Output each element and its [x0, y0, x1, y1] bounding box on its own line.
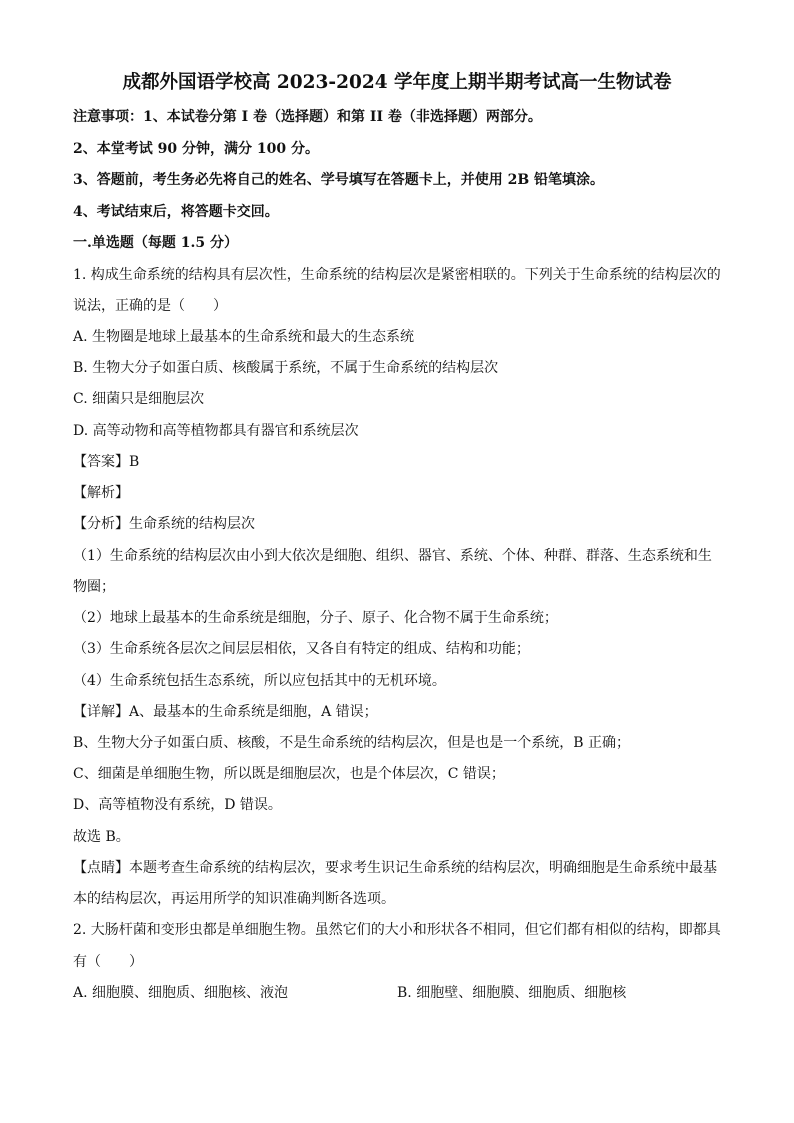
q1-answer: 【答案】B [73, 454, 140, 470]
q1-stem-line-1: 1. 构成生命系统的结构具有层次性，生命系统的结构层次是紧密相联的。下列关于生命系统的结构层次的 [73, 267, 721, 283]
q1-detail-a: 【详解】A、最基本的生命系统是细胞，A 错误； [73, 704, 378, 720]
q1-comment-line-2: 本的结构层次，再运用所学的知识准确判断各选项。 [73, 891, 395, 907]
q1-analysis-label: 【解析】 [73, 485, 129, 501]
q2-stem-line-1: 2. 大肠杆菌和变形虫都是单细胞生物。虽然它们的大小和形状各不相同，但它们都有相似的结构，即都具 [73, 922, 721, 938]
q1-choose: 故选 B。 [73, 829, 130, 845]
q1-option-a: A. 生物圈是地球上最基本的生命系统和最大的生态系统 [73, 329, 415, 345]
q1-detail-d: D、高等植物没有系统，D 错误。 [73, 797, 282, 813]
section-heading: 一.单选题（每题 1.5 分） [73, 235, 238, 251]
q1-comment-line-1: 【点睛】本题考查生命系统的结构层次，要求考生识记生命系统的结构层次，明确细胞是生命系统中最基 [73, 860, 717, 876]
q1-point-1-line-1: （1）生命系统的结构层次由小到大依次是细胞、组织、器官、系统、个体、种群、群落、生态系统和生 [73, 548, 712, 564]
page-title: 成都外国语学校高 2023-2024 学年度上期半期考试高一生物试卷 [122, 72, 672, 93]
notice-line-3: 3、答题前，考生务必先将自己的姓名、学号填写在答题卡上，并使用 2B 铅笔填涂。 [73, 172, 605, 188]
q1-option-b: B. 生物大分子如蛋白质、核酸属于系统，不属于生命系统的结构层次 [73, 360, 499, 376]
q2-option-a: A. 细胞膜、细胞质、细胞核、液泡 [73, 985, 289, 1001]
q1-point-3: （3）生命系统各层次之间层层相依，又各自有特定的组成、结构和功能； [73, 641, 530, 657]
q2-option-b: B. 细胞壁、细胞膜、细胞质、细胞核 [397, 985, 627, 1001]
notice-line-1: 注意事项：1、本试卷分第 I 卷（选择题）和第 II 卷（非选择题）两部分。 [73, 109, 542, 125]
q1-fenxi: 【分析】生命系统的结构层次 [73, 516, 255, 532]
q1-detail-b: B、生物大分子如蛋白质、核酸，不是生命系统的结构层次，但是也是一个系统，B 正确； [73, 735, 631, 751]
notice-line-2: 2、本堂考试 90 分钟，满分 100 分。 [73, 141, 319, 157]
q1-option-d: D. 高等动物和高等植物都具有器官和系统层次 [73, 423, 359, 439]
q1-detail-c: C、细菌是单细胞生物，所以既是细胞层次，也是个体层次，C 错误； [73, 766, 505, 782]
q1-point-1-line-2: 物圈； [73, 579, 115, 595]
q1-point-2: （2）地球上最基本的生命系统是细胞，分子、原子、化合物不属于生命系统； [73, 610, 558, 626]
q2-stem-line-2: 有（ ） [73, 954, 143, 970]
q1-point-4: （4）生命系统包括生态系统，所以应包括其中的无机环境。 [73, 673, 446, 689]
notice-line-4: 4、考试结束后，将答题卡交回。 [73, 204, 279, 220]
q1-stem-line-2: 说法，正确的是（ ） [73, 298, 227, 314]
q1-option-c: C. 细菌只是细胞层次 [73, 391, 205, 407]
